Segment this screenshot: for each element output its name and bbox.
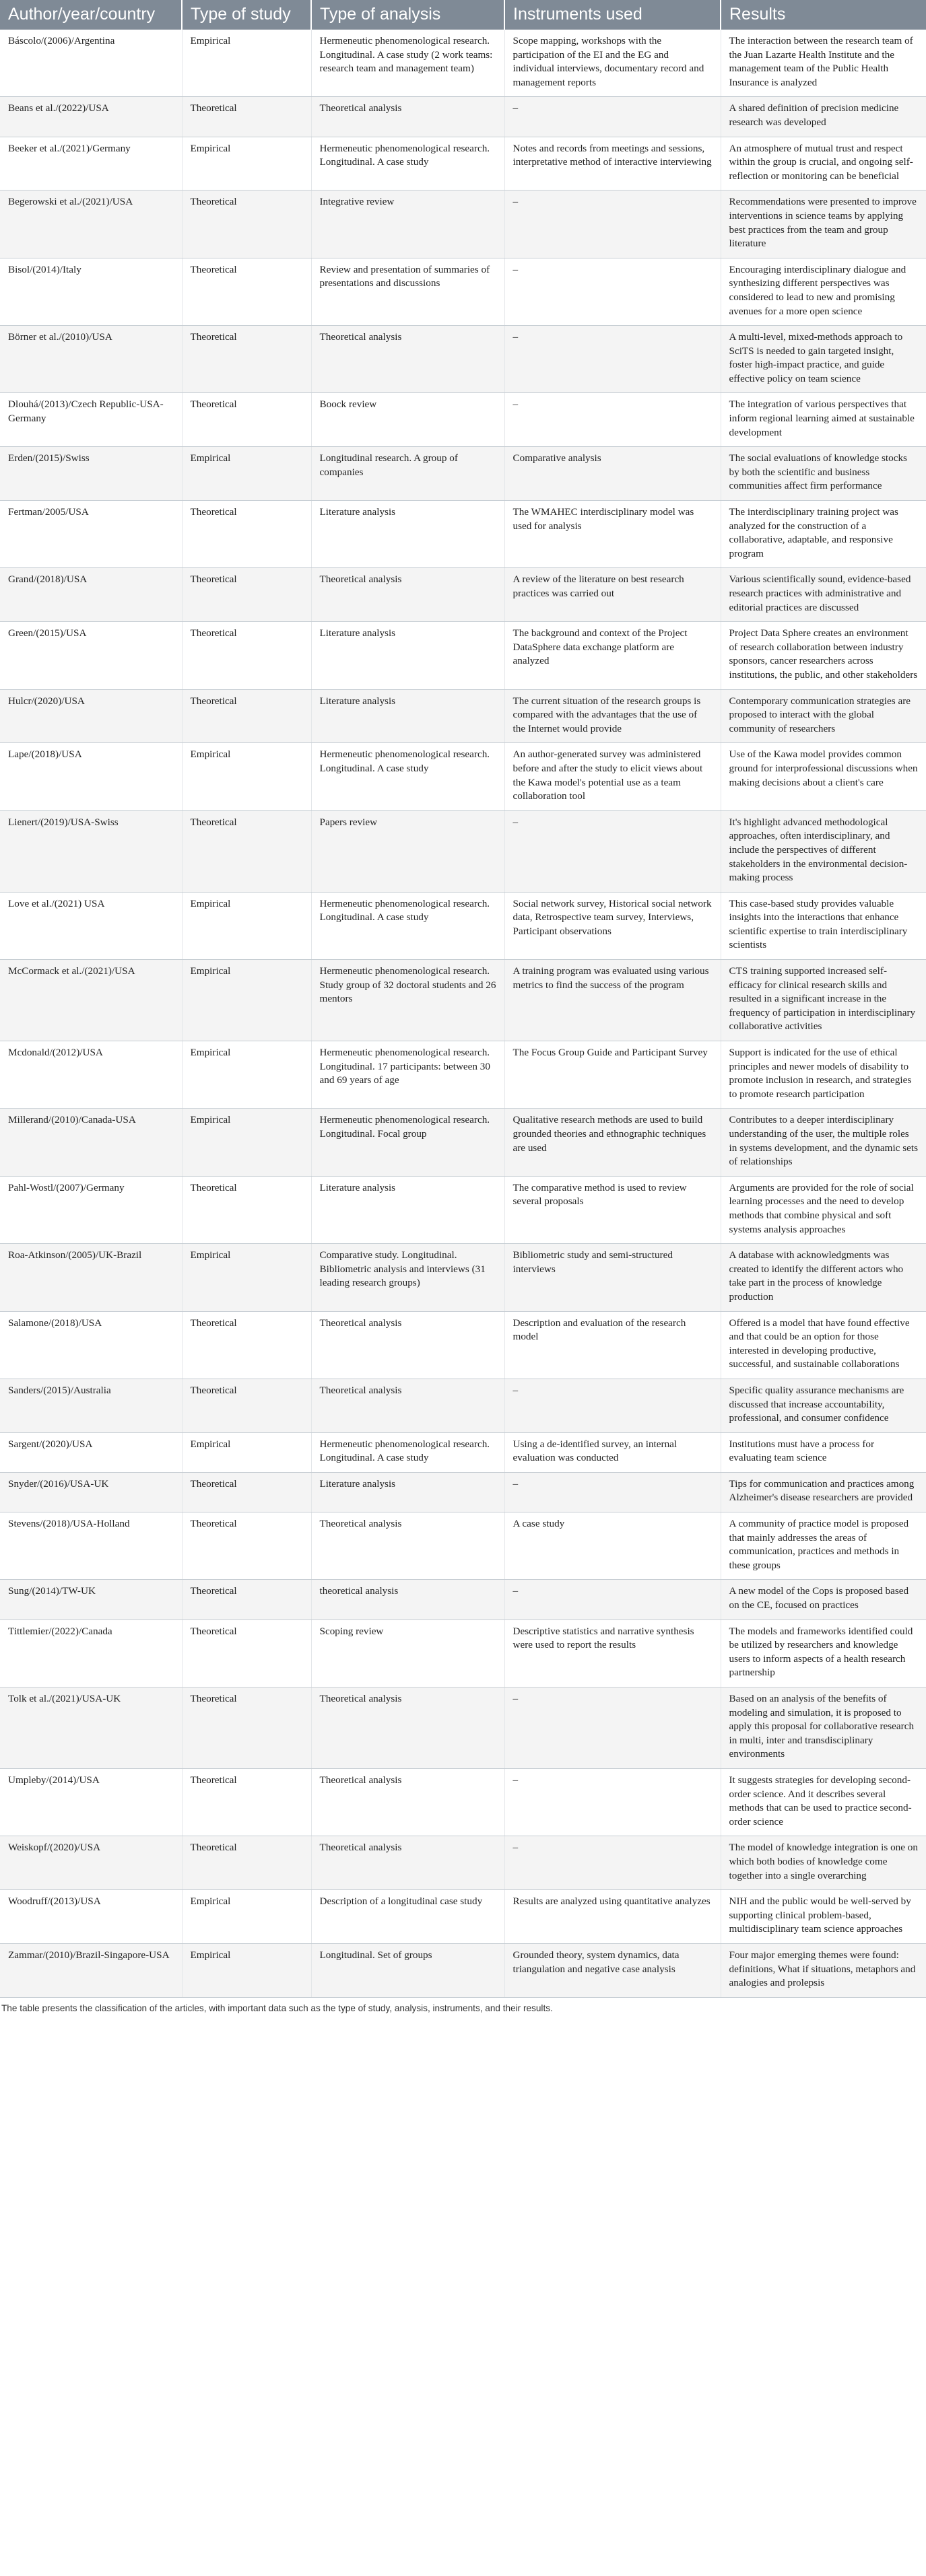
- table-row: [0, 393, 926, 447]
- cell-instruments: –: [504, 1379, 721, 1432]
- table-row: [0, 1109, 926, 1176]
- cell-study-type: Theoretical: [182, 97, 311, 137]
- table-row: [0, 1768, 926, 1836]
- table-caption: The table presents the classification of the articles, with important data such as the type of study, analysis, instruments, and their results.: [1, 2003, 553, 2013]
- table-row: [0, 501, 926, 568]
- cell-author: Sung/(2014)/TW-UK: [0, 1580, 182, 1620]
- cell-results: A shared definition of precision medicine research was developed: [721, 97, 926, 137]
- cell-results: Use of the Kawa model provides common ground for interprofessional discussions when making decisions about a client's care: [721, 743, 926, 810]
- table-row: [0, 1176, 926, 1243]
- cell-results: An atmosphere of mutual trust and respect within the group is crucial, and ongoing self-reflection or monitoring can be beneficial: [721, 137, 926, 190]
- cell-instruments: –: [504, 1768, 721, 1836]
- cell-study-type: Theoretical: [182, 568, 311, 622]
- table-row: [0, 960, 926, 1041]
- cell-study-type: Empirical: [182, 1244, 311, 1311]
- cell-study-type: Theoretical: [182, 689, 311, 743]
- cell-analysis-type: Theoretical analysis: [311, 1379, 504, 1432]
- cell-instruments: Scope mapping, workshops with the participation of the EI and the EG and individual interviews, documentary record and management reports: [504, 30, 721, 97]
- cell-study-type: Theoretical: [182, 1311, 311, 1379]
- table-row: [0, 1620, 926, 1687]
- cell-results: Encouraging interdisciplinary dialogue and synthesizing different perspectives was considered to lead to new and promising avenues for a more open science: [721, 258, 926, 325]
- cell-analysis-type: Theoretical analysis: [311, 1836, 504, 1890]
- cell-instruments: –: [504, 190, 721, 258]
- cell-analysis-type: Review and presentation of summaries of presentations and discussions: [311, 258, 504, 325]
- cell-study-type: Theoretical: [182, 1768, 311, 1836]
- cell-analysis-type: Hermeneutic phenomenological research. Longitudinal. A case study: [311, 137, 504, 190]
- table-row: [0, 1432, 926, 1472]
- cell-instruments: Bibliometric study and semi-structured interviews: [504, 1244, 721, 1311]
- cell-instruments: –: [504, 97, 721, 137]
- table-row: [0, 447, 926, 501]
- cell-study-type: Empirical: [182, 1109, 311, 1176]
- cell-study-type: Empirical: [182, 30, 311, 97]
- cell-author: Snyder/(2016)/USA-UK: [0, 1472, 182, 1512]
- cell-instruments: The WMAHEC interdisciplinary model was used for analysis: [504, 501, 721, 568]
- cell-study-type: Theoretical: [182, 1512, 311, 1580]
- cell-instruments: The current situation of the research groups is compared with the advantages that the use of the Internet would provide: [504, 689, 721, 743]
- cell-author: Lape/(2018)/USA: [0, 743, 182, 810]
- table-row: [0, 1311, 926, 1379]
- table-row: [0, 1890, 926, 1944]
- cell-results: Offered is a model that have found effective and that could be an option for those interested in developing productive, successful, and sustainable collaborations: [721, 1311, 926, 1379]
- cell-instruments: –: [504, 1836, 721, 1890]
- cell-analysis-type: Longitudinal. Set of groups: [311, 1943, 504, 1997]
- cell-results: The social evaluations of knowledge stocks by both the scientific and business communities affect firm performance: [721, 447, 926, 501]
- cell-results: It suggests strategies for developing second-order science. And it describes several methods that can be used to practice second-order science: [721, 1768, 926, 1836]
- cell-analysis-type: Theoretical analysis: [311, 1512, 504, 1580]
- table-row: [0, 622, 926, 689]
- table-row: [0, 1041, 926, 1109]
- cell-study-type: Theoretical: [182, 1176, 311, 1243]
- table-row: [0, 810, 926, 892]
- header-author: Author/year/country: [0, 0, 182, 30]
- cell-results: It's highlight advanced methodological approaches, often interdisciplinary, and include the perspectives of different stakeholders in the environmental decision-making process: [721, 810, 926, 892]
- cell-instruments: A training program was evaluated using various metrics to find the success of the program: [504, 960, 721, 1041]
- cell-instruments: Using a de-identified survey, an internal evaluation was conducted: [504, 1432, 721, 1472]
- cell-results: Recommendations were presented to improve interventions in science teams by applying best practices from the team and group literature: [721, 190, 926, 258]
- cell-analysis-type: Hermeneutic phenomenological research. Longitudinal. 17 participants: between 30 and 69 years of age: [311, 1041, 504, 1109]
- cell-analysis-type: Literature analysis: [311, 1472, 504, 1512]
- cell-study-type: Theoretical: [182, 1379, 311, 1432]
- cell-analysis-type: Literature analysis: [311, 689, 504, 743]
- cell-results: Various scientifically sound, evidence-based research practices with administrative and editorial practices are discussed: [721, 568, 926, 622]
- cell-results: The interdisciplinary training project was analyzed for the construction of a collaborative, adaptable, and responsive program: [721, 501, 926, 568]
- table-row: [0, 568, 926, 622]
- cell-results: Institutions must have a process for evaluating team science: [721, 1432, 926, 1472]
- cell-analysis-type: Hermeneutic phenomenological research. Study group of 32 doctoral students and 26 mentors: [311, 960, 504, 1041]
- cell-study-type: Empirical: [182, 743, 311, 810]
- cell-author: Begerowski et al./(2021)/USA: [0, 190, 182, 258]
- cell-instruments: The comparative method is used to review several proposals: [504, 1176, 721, 1243]
- cell-results: Contemporary communication strategies are proposed to interact with the global community of researchers: [721, 689, 926, 743]
- table-row: [0, 97, 926, 137]
- table-row: [0, 190, 926, 258]
- cell-study-type: Theoretical: [182, 1580, 311, 1620]
- cell-instruments: Results are analyzed using quantitative analyzes: [504, 1890, 721, 1944]
- cell-analysis-type: Theoretical analysis: [311, 1687, 504, 1769]
- cell-study-type: Theoretical: [182, 326, 311, 393]
- cell-analysis-type: Hermeneutic phenomenological research. Longitudinal. A case study: [311, 892, 504, 959]
- cell-study-type: Empirical: [182, 960, 311, 1041]
- cell-study-type: Empirical: [182, 447, 311, 501]
- table-row: [0, 258, 926, 325]
- cell-instruments: Social network survey, Historical social network data, Retrospective team survey, Interviews, Participant observations: [504, 892, 721, 959]
- cell-analysis-type: Papers review: [311, 810, 504, 892]
- cell-instruments: A case study: [504, 1512, 721, 1580]
- cell-study-type: Theoretical: [182, 622, 311, 689]
- cell-author: McCormack et al./(2021)/USA: [0, 960, 182, 1041]
- table-row: [0, 689, 926, 743]
- table-row: [0, 1244, 926, 1311]
- cell-results: The interaction between the research team of the Juan Lazarte Health Institute and the management team of the Public Health Insurance is analyzed: [721, 30, 926, 97]
- cell-author: Mcdonald/(2012)/USA: [0, 1041, 182, 1109]
- header-study-type: Type of study: [182, 0, 311, 30]
- cell-instruments: Notes and records from meetings and sessions, interpretative method of interactive interviewing: [504, 137, 721, 190]
- cell-study-type: Theoretical: [182, 501, 311, 568]
- cell-author: Tolk et al./(2021)/USA-UK: [0, 1687, 182, 1769]
- cell-author: Weiskopf/(2020)/USA: [0, 1836, 182, 1890]
- cell-author: Báscolo/(2006)/Argentina: [0, 30, 182, 97]
- cell-instruments: Description and evaluation of the research model: [504, 1311, 721, 1379]
- cell-analysis-type: Longitudinal research. A group of companies: [311, 447, 504, 501]
- cell-analysis-type: Literature analysis: [311, 622, 504, 689]
- table-row: [0, 137, 926, 190]
- cell-analysis-type: Hermeneutic phenomenological research. Longitudinal. A case study (2 work teams: research team and management team): [311, 30, 504, 97]
- cell-results: Tips for communication and practices among Alzheimer's disease researchers are provided: [721, 1472, 926, 1512]
- cell-author: Zammar/(2010)/Brazil-Singapore-USA: [0, 1943, 182, 1997]
- cell-author: Salamone/(2018)/USA: [0, 1311, 182, 1379]
- cell-analysis-type: Scoping review: [311, 1620, 504, 1687]
- cell-author: Umpleby/(2014)/USA: [0, 1768, 182, 1836]
- cell-analysis-type: Hermeneutic phenomenological research. Longitudinal. Focal group: [311, 1109, 504, 1176]
- cell-instruments: –: [504, 810, 721, 892]
- cell-author: Tittlemier/(2022)/Canada: [0, 1620, 182, 1687]
- cell-instruments: The Focus Group Guide and Participant Survey: [504, 1041, 721, 1109]
- cell-study-type: Theoretical: [182, 1472, 311, 1512]
- cell-analysis-type: Theoretical analysis: [311, 97, 504, 137]
- cell-study-type: Theoretical: [182, 258, 311, 325]
- cell-results: NIH and the public would be well-served by supporting clinical problem-based, multidisciplinary team science approaches: [721, 1890, 926, 1944]
- cell-results: Support is indicated for the use of ethical principles and newer models of disability to promote inclusion in research, and strategies to promote research participation: [721, 1041, 926, 1109]
- table-row: [0, 1512, 926, 1580]
- cell-author: Beans et al./(2022)/USA: [0, 97, 182, 137]
- cell-results: The models and frameworks identified could be utilized by researchers and knowledge users to inform aspects of a health research partnership: [721, 1620, 926, 1687]
- cell-study-type: Empirical: [182, 137, 311, 190]
- cell-author: Stevens/(2018)/USA-Holland: [0, 1512, 182, 1580]
- cell-instruments: –: [504, 1687, 721, 1769]
- table-row: [0, 1580, 926, 1620]
- cell-instruments: –: [504, 1472, 721, 1512]
- cell-analysis-type: Boock review: [311, 393, 504, 447]
- header-results: Results: [721, 0, 926, 30]
- cell-instruments: A review of the literature on best research practices was carried out: [504, 568, 721, 622]
- cell-results: Four major emerging themes were found: definitions, What if situations, metaphors and analogies and prolepsis: [721, 1943, 926, 1997]
- cell-author: Erden/(2015)/Swiss: [0, 447, 182, 501]
- cell-results: Project Data Sphere creates an environment of research collaboration between industry sponsors, cancer researchers across institutions, the public, and other stakeholders: [721, 622, 926, 689]
- cell-study-type: Empirical: [182, 1041, 311, 1109]
- cell-instruments: Grounded theory, system dynamics, data triangulation and negative case analysis: [504, 1943, 721, 1997]
- cell-author: Woodruff/(2013)/USA: [0, 1890, 182, 1944]
- header-row: [0, 0, 926, 30]
- cell-instruments: –: [504, 326, 721, 393]
- cell-analysis-type: Literature analysis: [311, 1176, 504, 1243]
- cell-results: Specific quality assurance mechanisms are discussed that increase accountability, professional, and consumer confidence: [721, 1379, 926, 1432]
- cell-instruments: Comparative analysis: [504, 447, 721, 501]
- table-row: [0, 1943, 926, 1997]
- cell-study-type: Theoretical: [182, 393, 311, 447]
- table-body: [0, 30, 926, 1997]
- table-header: [0, 0, 926, 30]
- table-row: [0, 892, 926, 959]
- cell-analysis-type: Literature analysis: [311, 501, 504, 568]
- cell-results: A community of practice model is proposed that mainly addresses the areas of communication, practices and methods in these groups: [721, 1512, 926, 1580]
- cell-analysis-type: Theoretical analysis: [311, 568, 504, 622]
- cell-results: A multi-level, mixed-methods approach to SciTS is needed to gain targeted insight, foster high-impact practice, and guide effective policy on team science: [721, 326, 926, 393]
- cell-author: Love et al./(2021) USA: [0, 892, 182, 959]
- cell-instruments: –: [504, 1580, 721, 1620]
- table-row: [0, 30, 926, 97]
- cell-instruments: The background and context of the Project DataSphere data exchange platform are analyzed: [504, 622, 721, 689]
- cell-author: Roa-Atkinson/(2005)/UK-Brazil: [0, 1244, 182, 1311]
- cell-author: Sargent/(2020)/USA: [0, 1432, 182, 1472]
- header-instruments: Instruments used: [504, 0, 721, 30]
- cell-study-type: Empirical: [182, 1943, 311, 1997]
- table-row: [0, 1687, 926, 1769]
- cell-author: Pahl-Wostl/(2007)/Germany: [0, 1176, 182, 1243]
- cell-analysis-type: Integrative review: [311, 190, 504, 258]
- cell-author: Sanders/(2015)/Australia: [0, 1379, 182, 1432]
- table-row: [0, 326, 926, 393]
- cell-instruments: An author-generated survey was administered before and after the study to elicit views about the Kawa model's potential use as a team collaboration tool: [504, 743, 721, 810]
- cell-analysis-type: Theoretical analysis: [311, 326, 504, 393]
- table-row: [0, 1472, 926, 1512]
- cell-author: Beeker et al./(2021)/Germany: [0, 137, 182, 190]
- cell-study-type: Theoretical: [182, 1620, 311, 1687]
- cell-analysis-type: Comparative study. Longitudinal. Bibliometric analysis and interviews (31 leading research groups): [311, 1244, 504, 1311]
- cell-results: The model of knowledge integration is one on which both bodies of knowledge come together into a single overarching: [721, 1836, 926, 1890]
- table-row: [0, 1836, 926, 1890]
- cell-analysis-type: Theoretical analysis: [311, 1768, 504, 1836]
- cell-author: Bisol/(2014)/Italy: [0, 258, 182, 325]
- cell-results: Based on an analysis of the benefits of modeling and simulation, it is proposed to apply this proposal for collaborative research in multi, inter and transdisciplinary environments: [721, 1687, 926, 1769]
- cell-instruments: –: [504, 258, 721, 325]
- cell-study-type: Empirical: [182, 892, 311, 959]
- table-row: [0, 743, 926, 810]
- cell-author: Dlouhá/(2013)/Czech Republic-USA-Germany: [0, 393, 182, 447]
- cell-results: The integration of various perspectives that inform regional learning aimed at sustainable development: [721, 393, 926, 447]
- header-analysis-type: Type of analysis: [311, 0, 504, 30]
- cell-study-type: Theoretical: [182, 1836, 311, 1890]
- cell-analysis-type: theoretical analysis: [311, 1580, 504, 1620]
- cell-author: Börner et al./(2010)/USA: [0, 326, 182, 393]
- cell-instruments: –: [504, 393, 721, 447]
- cell-study-type: Theoretical: [182, 810, 311, 892]
- cell-author: Grand/(2018)/USA: [0, 568, 182, 622]
- cell-analysis-type: Hermeneutic phenomenological research. Longitudinal. A case study: [311, 1432, 504, 1472]
- cell-analysis-type: Hermeneutic phenomenological research. Longitudinal. A case study: [311, 743, 504, 810]
- cell-author: Lienert/(2019)/USA-Swiss: [0, 810, 182, 892]
- cell-analysis-type: Theoretical analysis: [311, 1311, 504, 1379]
- cell-study-type: Empirical: [182, 1432, 311, 1472]
- cell-study-type: Empirical: [182, 1890, 311, 1944]
- cell-author: Green/(2015)/USA: [0, 622, 182, 689]
- cell-results: This case-based study provides valuable insights into the interactions that enhance scientific expertise to train interdisciplinary scientists: [721, 892, 926, 959]
- cell-instruments: Qualitative research methods are used to build grounded theories and ethnographic techniques are used: [504, 1109, 721, 1176]
- cell-instruments: Descriptive statistics and narrative synthesis were used to report the results: [504, 1620, 721, 1687]
- cell-author: Millerand/(2010)/Canada-USA: [0, 1109, 182, 1176]
- cell-results: A new model of the Cops is proposed based on the CE, focused on practices: [721, 1580, 926, 1620]
- table-row: [0, 1379, 926, 1432]
- cell-results: Contributes to a deeper interdisciplinary understanding of the user, the multiple roles in systems development, and the dynamic sets of relationships: [721, 1109, 926, 1176]
- cell-study-type: Theoretical: [182, 190, 311, 258]
- cell-analysis-type: Description of a longitudinal case study: [311, 1890, 504, 1944]
- cell-results: Arguments are provided for the role of social learning processes and the need to develop methods that combine physical and soft systems analysis approaches: [721, 1176, 926, 1243]
- cell-study-type: Theoretical: [182, 1687, 311, 1769]
- cell-author: Hulcr/(2020)/USA: [0, 689, 182, 743]
- cell-author: Fertman/2005/USA: [0, 501, 182, 568]
- cell-results: A database with acknowledgments was created to identify the different actors who take part in the process of knowledge production: [721, 1244, 926, 1311]
- cell-results: CTS training supported increased self-efficacy for clinical research skills and resulted in a significant increase in the frequency of participation in interdisciplinary collaborative activities: [721, 960, 926, 1041]
